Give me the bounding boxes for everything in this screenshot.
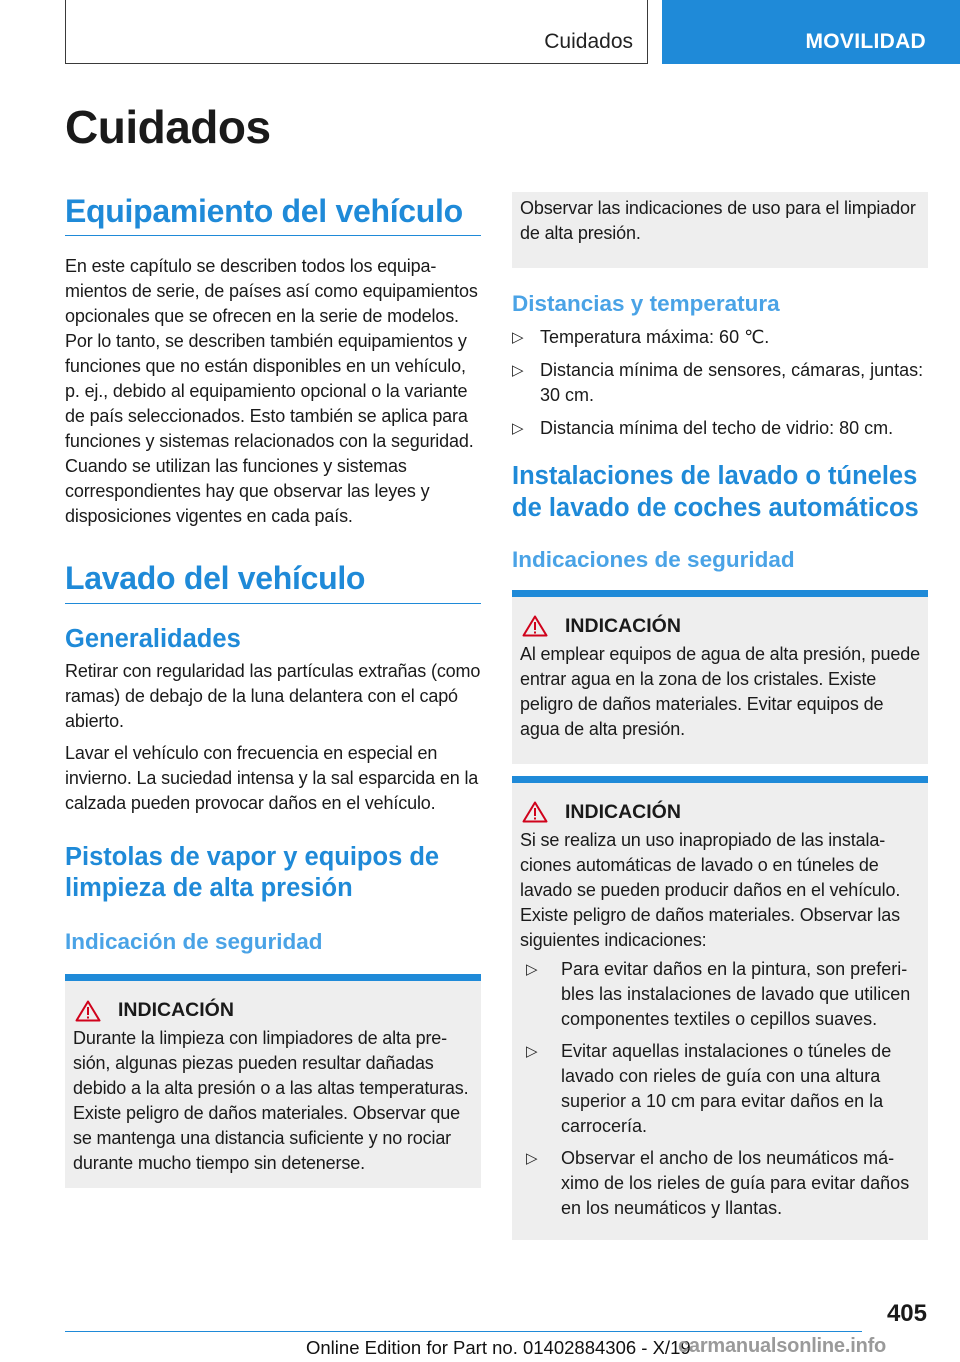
list-item: ▷ Distancia mínima de sensores, cámaras, juntas: 30 cm.	[512, 360, 924, 406]
continued-box	[512, 192, 928, 268]
bullet-list-lavado	[526, 957, 920, 1221]
list-item: ▷ Observar el ancho de los neumáticos máximo de los rieles de guía para evitar daños en los neumáticos y llantas.	[526, 1147, 910, 1218]
triangle-bullet-icon: ▷	[512, 420, 524, 438]
triangle-bullet-icon: ▷	[526, 1042, 538, 1060]
note-box	[512, 776, 928, 1240]
heading-generalidades: Generalidades	[65, 624, 241, 653]
note-title: INDICACIÓN	[565, 800, 681, 823]
left-column	[65, 192, 481, 1200]
heading-instalaciones: Instalaciones de lavado o túneles de lavado de coches automáticos	[512, 462, 919, 522]
page-title: Cuidados	[65, 101, 271, 153]
list-item: ▷ Temperatura máxima: 60 ℃.	[512, 325, 928, 350]
note-text: Si se realiza un uso inapropiado de las instalaciones automáticas de lavado o en túneles de lavado se pueden producir daños en el vehículo. Existe peligro de daños materiales. Observar las siguientes indicaciones:	[520, 829, 901, 950]
section-tab	[65, 0, 648, 64]
list-item: ▷ Distancia mínima del techo de vidrio: 80 cm.	[512, 416, 928, 441]
note-box	[65, 974, 481, 1188]
bullet-list-distancias	[512, 325, 928, 441]
heading-pistolas: Pistolas de vapor y equipos de limpieza de alta presión	[65, 842, 440, 902]
warning-triangle-icon	[75, 1000, 101, 1022]
note-header	[520, 615, 920, 638]
note-text: Durante la limpieza con limpiadores de alta presión, algunas piezas pueden resultar dañadas debido a la alta presión o a las altas temperaturas. Existe peligro de daños materiales. Observar que se mantenga una distancia suficiente y no rociar durante mucho tiempo sin detenerse.	[73, 1028, 469, 1174]
warning-triangle-icon	[522, 615, 548, 637]
heading-equipamiento: Equipamiento del vehículo	[65, 192, 481, 236]
triangle-bullet-icon: ▷	[526, 960, 538, 978]
paragraph-equipamiento: En este capítulo se describen todos los equipamientos de serie, de países así como equipamientos opcionales que se ofrecen en la serie de modelos. Por lo tanto, se describen también equipamientos y funciones que no están disponibles en un vehículo, p. ej., debido al equipamiento opcional o la variante de país seleccionados. Esto también se aplica para funciones y sistemas relacionados con la seguridad. Cuando se utilizan las funciones y sistemas correspondientes hay que observar las leyes y disposiciones vigentes en cada país.	[65, 256, 478, 527]
warning-triangle-icon	[522, 801, 548, 823]
paragraph-generalidades-2: Lavar el vehículo con frecuencia en especial en invierno. La suciedad intensa y la sal esparcida en la calzada pueden provocar daños en el vehículo.	[65, 742, 479, 813]
list-item: ▷ Evitar aquellas instalaciones o túneles de lavado con rieles de guía con una altura superior a 10 cm para evitar daños en la carrocería.	[526, 1040, 892, 1136]
note-title: INDICACIÓN	[118, 999, 234, 1022]
note-header	[73, 999, 473, 1022]
page-number: 405	[886, 1300, 927, 1327]
chapter-tab	[662, 0, 960, 64]
heading-indicacion-seguridad: Indicación de seguridad	[65, 929, 323, 955]
continued-box-text: Observar las indicaciones de uso para el limpiador de alta presión.	[520, 198, 916, 243]
paragraph-generalidades-1: Retirar con regularidad las partículas extrañas (como ramas) de debajo de la luna delantera con el capó abierto.	[65, 660, 481, 731]
footer-divider	[65, 1331, 862, 1332]
edition-text: Online Edition for Part no. 01402884306 - X/19	[306, 1337, 691, 1358]
list-item: ▷ Para evitar daños en la pintura, son preferibles las instalaciones de lavado que utilicen componentes textiles o cepillos suaves.	[526, 958, 911, 1029]
section-label: Cuidados	[544, 30, 633, 53]
triangle-bullet-icon: ▷	[512, 329, 524, 347]
triangle-bullet-icon: ▷	[526, 1149, 538, 1167]
note-header	[520, 801, 920, 824]
heading-lavado: Lavado del vehículo	[65, 559, 481, 603]
note-title: INDICACIÓN	[565, 614, 681, 637]
triangle-bullet-icon: ▷	[512, 362, 524, 380]
heading-distancias: Distancias y temperatura	[512, 291, 780, 316]
chapter-label: MOVILIDAD	[805, 30, 926, 53]
watermark: carmanualsonline.info	[678, 1335, 887, 1357]
note-box	[512, 590, 928, 764]
note-text: Al emplear equipos de agua de alta presión, puede entrar agua en la zona de los cristales. Existe peligro de daños materiales. Evitar equipos de agua de alta presión.	[520, 643, 920, 739]
right-column	[512, 192, 928, 1252]
heading-indicaciones-seguridad: Indicaciones de seguridad	[512, 546, 795, 572]
